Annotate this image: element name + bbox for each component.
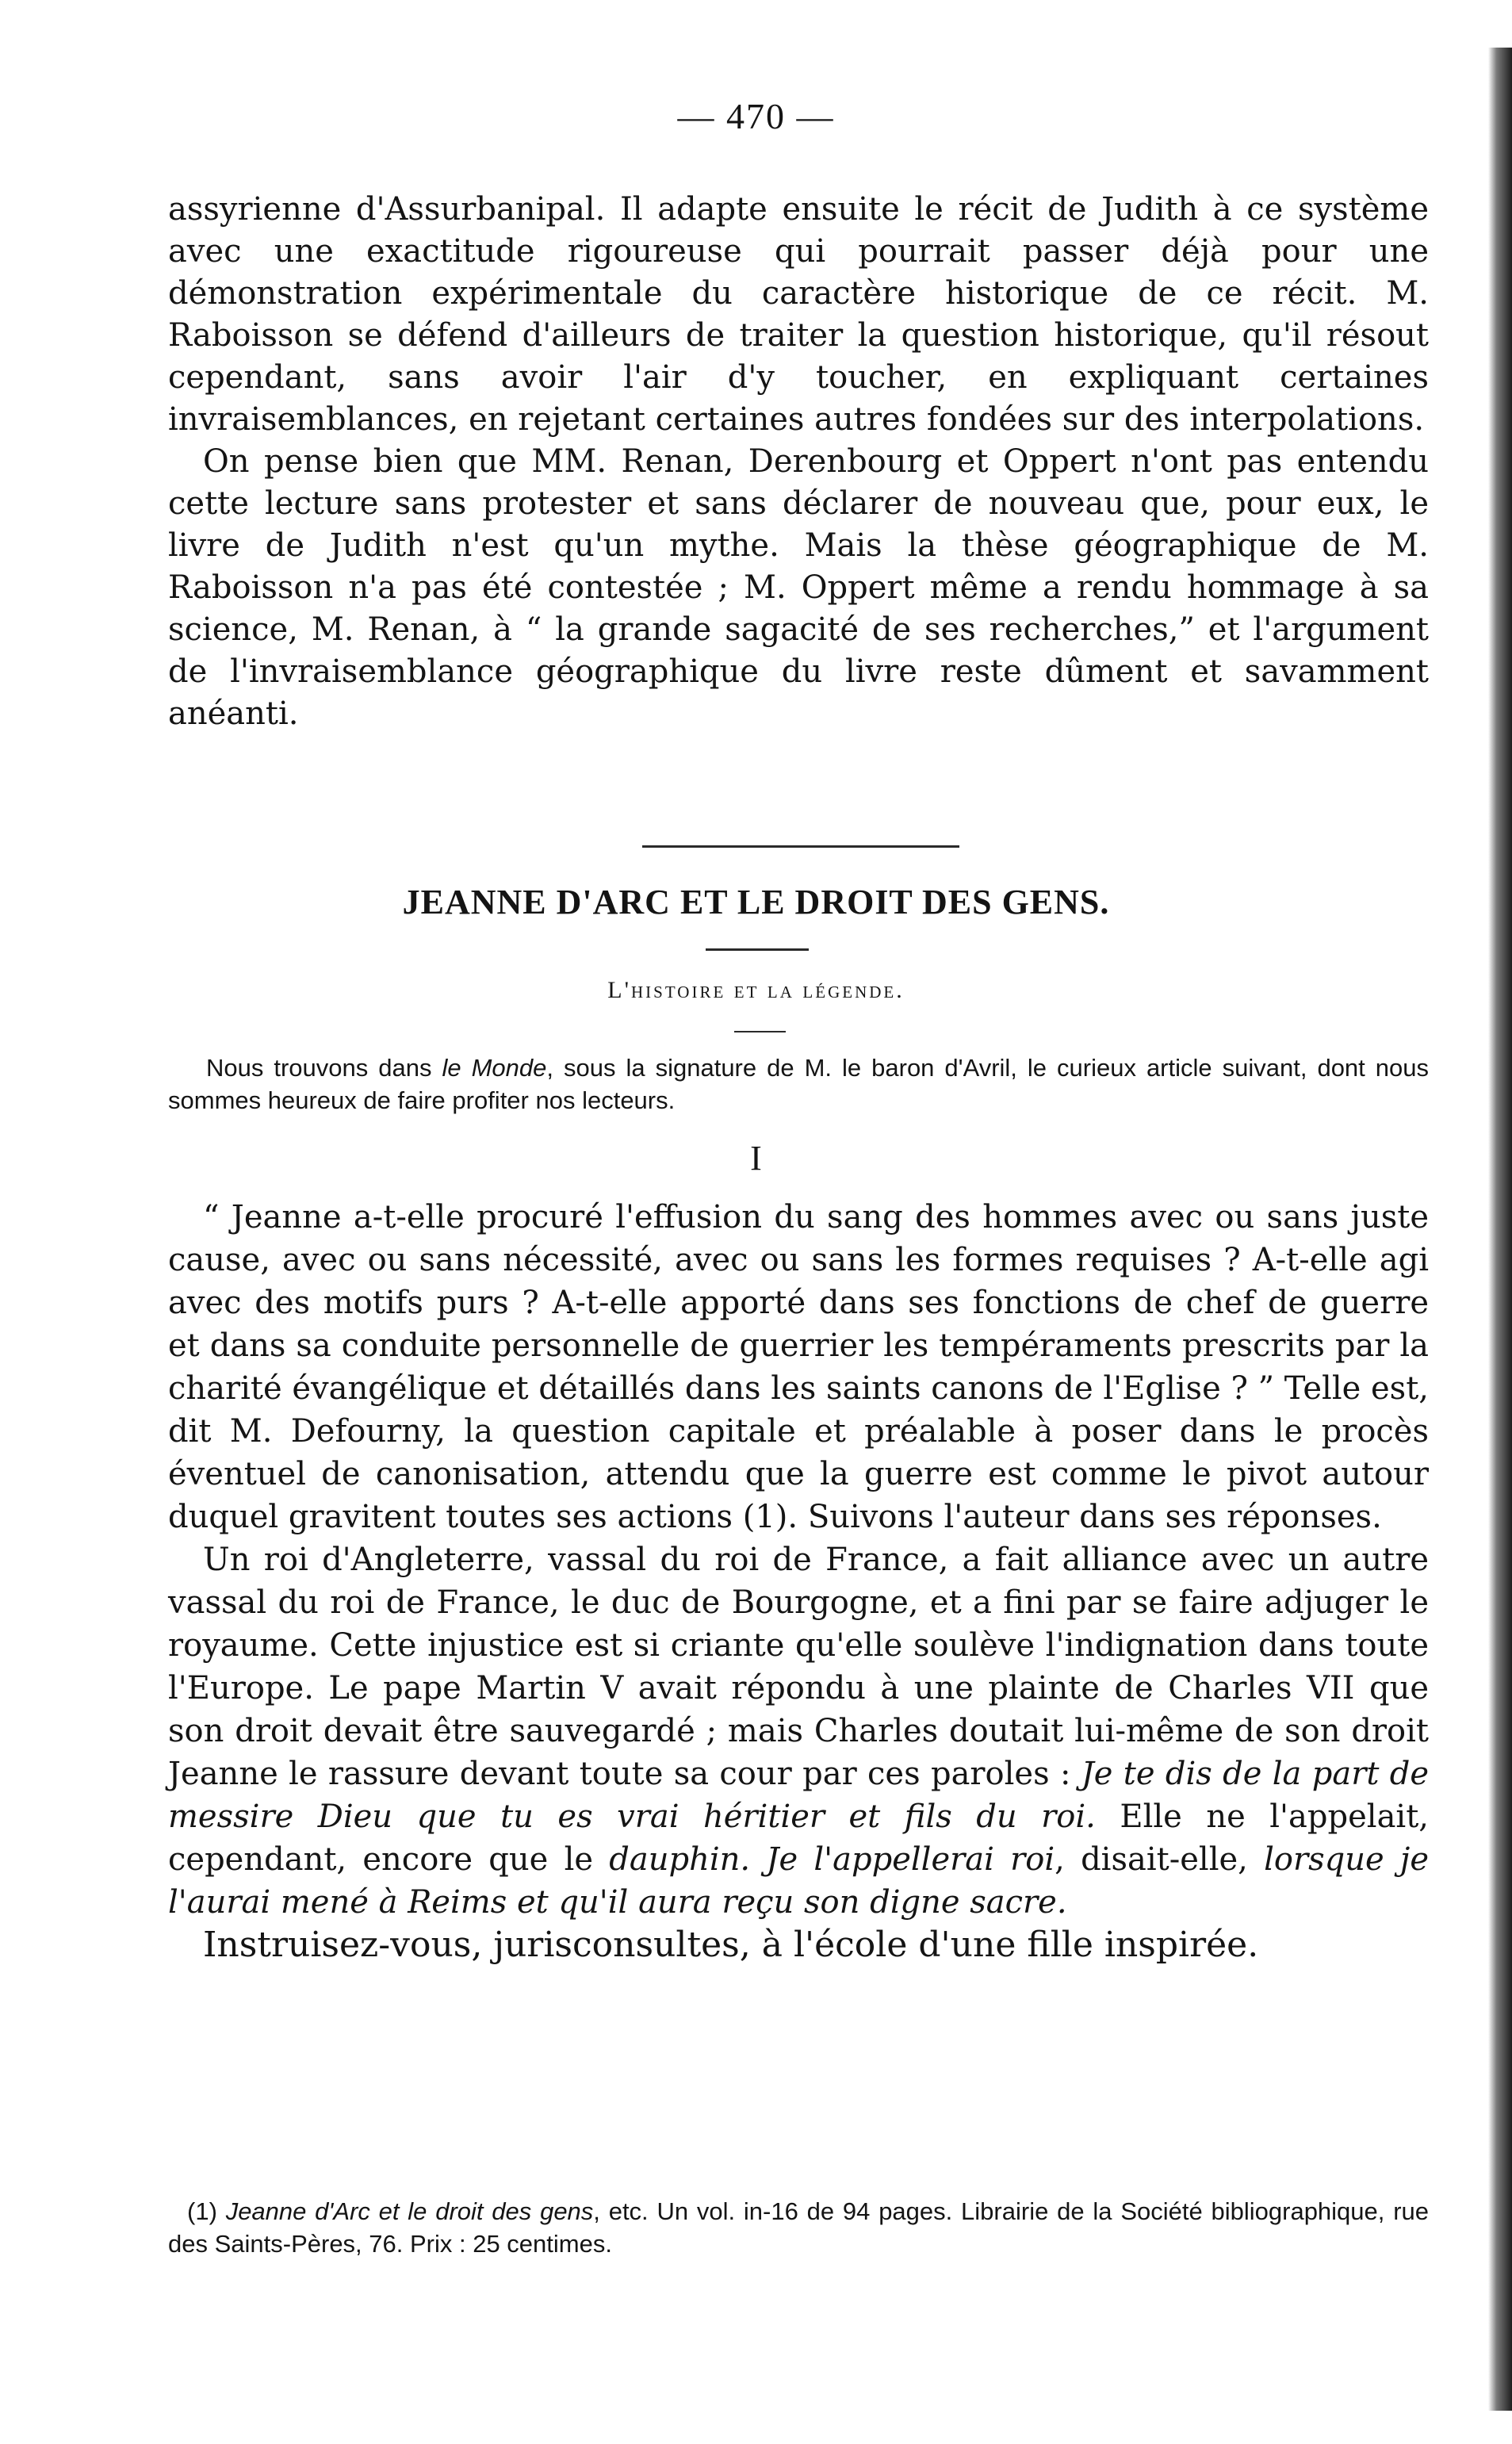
- footnote: [168, 2195, 1429, 2260]
- quote-heritier: Je te dis de la part de messire Dieu que tu es vrai héritier et fils du roi.: [168, 1756, 1430, 1835]
- article-title: JEANNE D'ARC ET LE DROIT DES GENS.: [402, 883, 1110, 921]
- page-edge-shadow: [1488, 48, 1512, 2411]
- quote-reims: lorsque je l'aurai mené à Reims et qu'il aura reçu son digne sacre.: [168, 1841, 1429, 1921]
- footnote-text: (1) Jeanne d'Arc et le droit des gens, etc. Un vol. in-16 de 94 pages. Librairie de la Société bibliographique, rue des Saints-Pères, 76. Prix : 25 centimes.: [168, 2197, 1429, 2258]
- page-number: — 470 —: [677, 96, 835, 136]
- intro-paragraph: Nous trouvons dans le Monde, sous la signature de M. le baron d'Avril, le curieux article suivant, dont nous sommes heureux de faire profiter nos lecteurs.: [168, 1054, 1430, 1114]
- subtitle-rule: [734, 1031, 786, 1032]
- paragraph-renan: On pense bien que MM. Renan, Derenbourg et Oppert n'ont pas entendu cette lecture sans protester et sans déclarer de nouveau que, pour eux, le livre de Judith n'est qu'un mythe. Mais la thèse géographique de M. Raboisson n'a pas été contestée ; M. Oppert même a rendu hommage à sa science, M. Renan, à “ la grande sagacité de ses recherches,” et l'argument de l'invraisemblance géographique du livre reste dûment et savamment anéanti.: [168, 443, 1429, 732]
- footnote-book-title: Jeanne d'Arc et le droit des gens: [225, 2197, 594, 2225]
- paragraph-continued: assyrienne d'Assurbanipal. Il adapte ensuite le récit de Judith à ce système avec une exactitude rigoureuse qui pourrait passer déjà pour une démonstration expérimentale du caractère historique de ce récit. M. Raboisson se défend d'ailleurs de traiter la question historique, qu'il résout cependant, sans avoir l'air d'y toucher, en expliquant certaines invraisemblances, en rejetant certaines autres fondées sur des interpolations.: [168, 191, 1429, 438]
- paragraph-instruisez: Instruisez-vous, jurisconsultes, à l'école d'une fille inspirée.: [203, 1925, 1259, 1965]
- quote-appellerai: Je l'appellerai roi: [766, 1841, 1055, 1878]
- continued-text: [168, 189, 1429, 735]
- article-subtitle: L'histoire et la légende.: [607, 977, 905, 1003]
- title-rule: [706, 948, 809, 951]
- section-number: I: [750, 1139, 762, 1178]
- article-intro: [168, 1052, 1429, 1117]
- article-body: [168, 1196, 1429, 1967]
- journal-name: le Monde: [442, 1054, 547, 1082]
- paragraph-question: “ Jeanne a-t-elle procuré l'effusion du sang des hommes avec ou sans juste cause, avec ou sans nécessité, avec ou sans les formes requises ? A-t-elle agi avec des motifs purs ? A-t-elle apporté dans ses fonctions de chef de guerre et dans sa conduite personnelle de guerrier les tempéraments prescrits par la charité évangélique et détaillés dans les saints canons de l'Eglise ? ” Telle est, dit M. Defourny, la question capitale et préalable à poser dans le procès éventuel de canonisation, attendu que la guerre est comme le pivot autour duquel gravitent toutes ses actions (1). Suivons l'auteur dans ses réponses.: [168, 1199, 1429, 1535]
- word-dauphin: dauphin.: [609, 1841, 751, 1878]
- section-divider: [642, 845, 959, 848]
- paragraph-angleterre: Un roi d'Angleterre, vassal du roi de France, a fait alliance avec un autre vassal du roi de France, le duc de Bourgogne, et a fini par se faire adjuger le royaume. Cette injustice est si criante qu'elle soulève l'indignation dans toute l'Europe. Le pape Martin V avait répondu à une plainte de Charles VII que son droit devait être sauvegardé ; mais Charles doutait lui-même de son droit Jeanne le rassure devant toute sa cour par ces paroles : Je te dis de la part de messire Dieu que tu es vrai héritier et fils du roi. Elle ne l'appelait, cependant, encore que le dauphin. Je l'appellerai roi, disait-elle, lorsque je l'aurai mené à Reims et qu'il aura reçu son digne sacre.: [168, 1542, 1430, 1921]
